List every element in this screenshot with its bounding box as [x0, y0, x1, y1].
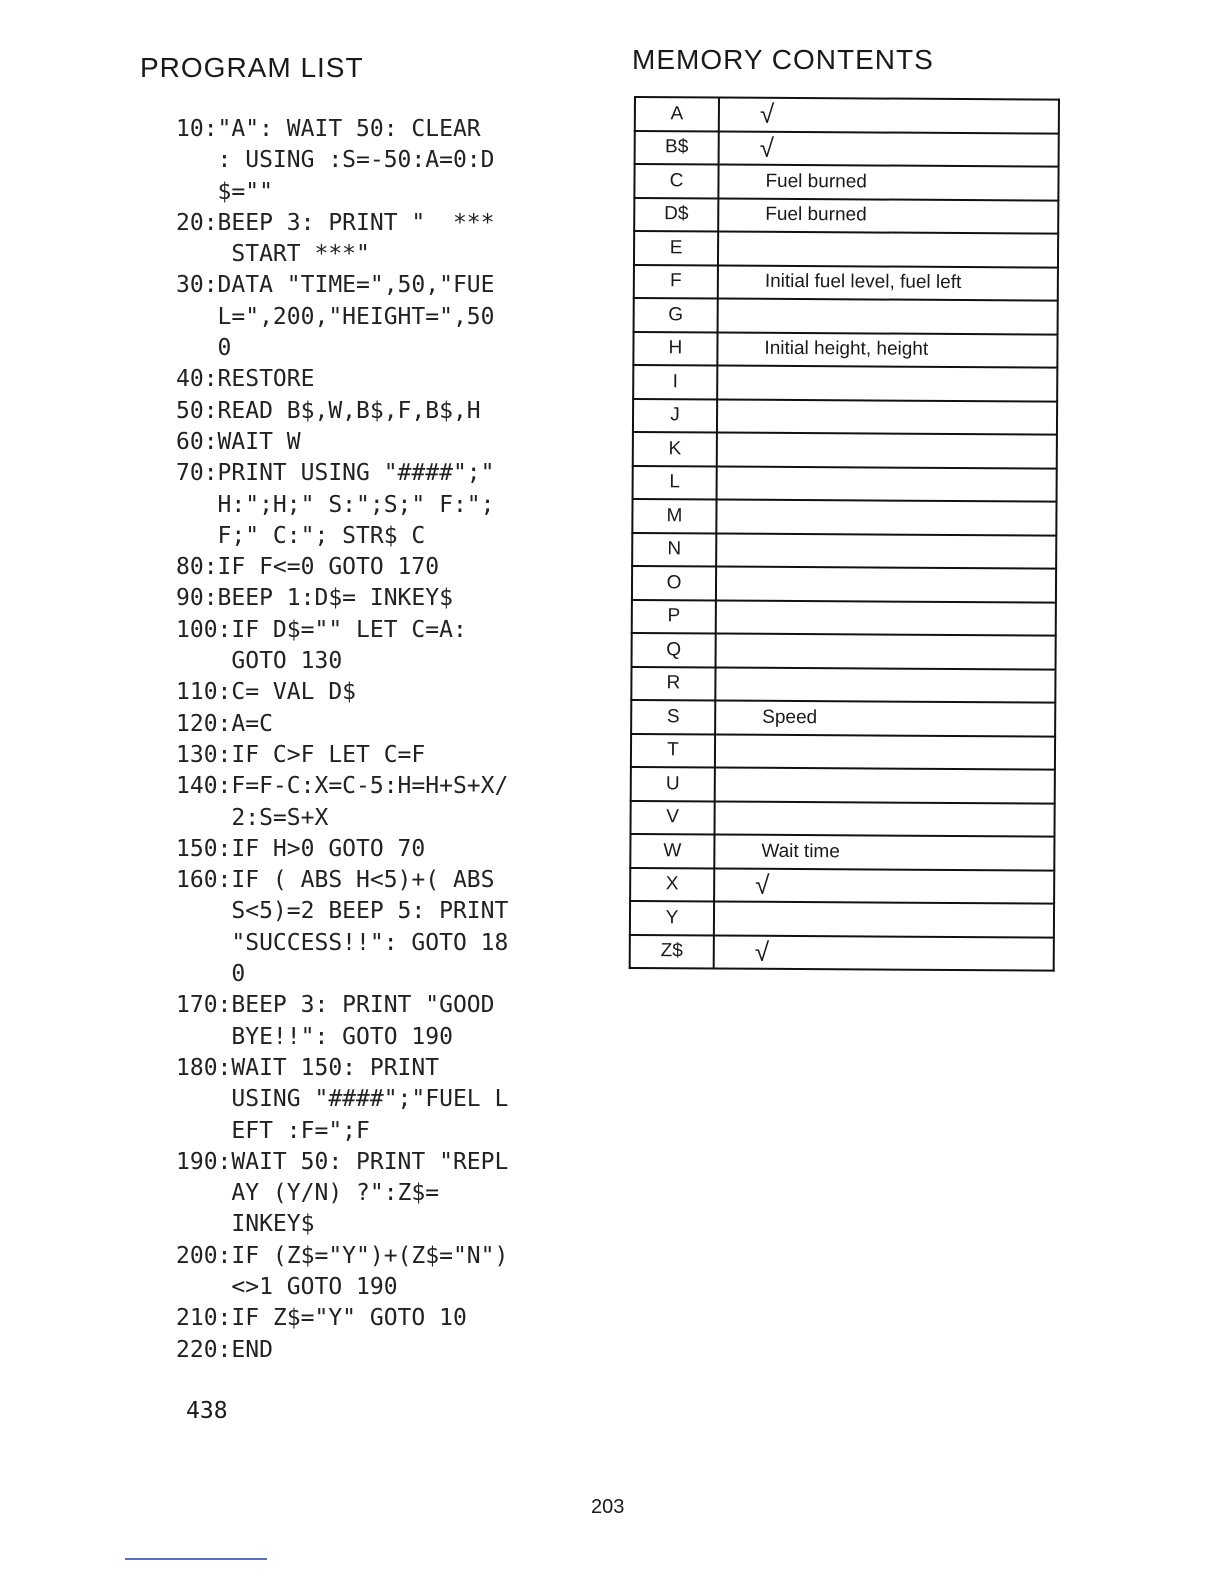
register-description: Initial fuel level, fuel left — [718, 265, 1058, 301]
memory-row — [632, 633, 1056, 669]
memory-row — [635, 97, 1059, 133]
register-description: Fuel burned — [718, 165, 1058, 201]
register-name: S — [631, 700, 715, 734]
register-name: D$ — [634, 198, 718, 232]
memory-row — [633, 465, 1057, 501]
register-description — [715, 734, 1055, 770]
register-description — [716, 634, 1056, 670]
program-line: 140:F=F-C:X=C-5:H=H+S+X/ — [176, 773, 509, 800]
memory-row — [631, 700, 1055, 736]
program-line: 150:IF H>0 GOTO 70 — [176, 835, 426, 862]
memory-row — [630, 901, 1054, 937]
program-line: 130:IF C>F LET C=F — [176, 741, 426, 768]
register-description: √ — [719, 98, 1059, 134]
program-line: 210:IF Z$="Y" GOTO 10 — [176, 1305, 467, 1332]
register-name: R — [631, 666, 715, 700]
memory-contents-table — [629, 96, 1060, 972]
memory-row — [630, 800, 1054, 836]
register-description — [718, 299, 1058, 335]
program-list-heading: PROGRAM LIST — [140, 52, 364, 83]
program-line: "SUCCESS!!": GOTO 18 — [176, 929, 509, 956]
register-name: U — [631, 767, 715, 801]
program-line: 220:END — [176, 1336, 273, 1363]
program-line: START ***" — [176, 241, 370, 268]
memory-row — [630, 934, 1054, 970]
register-description — [716, 600, 1056, 636]
memory-row — [634, 265, 1058, 301]
register-name: Y — [630, 901, 714, 935]
program-line: H:";H;" S:";S;" F:"; — [176, 491, 495, 518]
register-name: Q — [632, 633, 716, 667]
program-line: 180:WAIT 150: PRINT — [176, 1054, 440, 1081]
program-line: 170:BEEP 3: PRINT "GOOD — [176, 992, 495, 1019]
register-name: E — [634, 231, 718, 265]
program-line: 0 — [176, 961, 246, 988]
memory-row — [635, 131, 1059, 167]
register-description — [714, 902, 1054, 938]
memory-row — [631, 767, 1055, 803]
register-name: V — [630, 800, 714, 834]
program-line: 110:C= VAL D$ — [176, 679, 357, 706]
program-line: 60:WAIT W — [176, 428, 301, 455]
program-line: <>1 GOTO 190 — [176, 1273, 398, 1300]
memory-row — [633, 399, 1057, 435]
register-name: W — [630, 834, 714, 868]
program-line: GOTO 130 — [176, 648, 343, 675]
program-line: 30:DATA "TIME=",50,"FUE — [176, 272, 495, 299]
register-description — [717, 466, 1057, 502]
memory-row — [633, 365, 1057, 401]
register-description: √ — [714, 935, 1054, 971]
register-name: X — [630, 867, 714, 901]
register-description: √ — [719, 131, 1059, 167]
program-line: 160:IF ( ABS H<5)+( ABS — [176, 867, 495, 894]
register-name: T — [631, 733, 715, 767]
program-line: AY (Y/N) ?":Z$= — [176, 1180, 440, 1207]
register-name: M — [632, 499, 716, 533]
program-line: 100:IF D$="" LET C=A: — [176, 616, 467, 643]
register-description — [718, 232, 1058, 268]
program-line: F;" C:"; STR$ C — [176, 522, 426, 549]
memory-row — [631, 666, 1055, 702]
memory-row — [632, 532, 1056, 568]
program-line: 40:RESTORE — [176, 366, 315, 393]
register-name: Z$ — [630, 934, 714, 968]
program-line: 0 — [176, 335, 232, 362]
memory-row — [634, 298, 1058, 334]
memory-row — [633, 432, 1057, 468]
memory-row — [634, 198, 1058, 234]
program-line: L=",200,"HEIGHT=",50 — [176, 303, 495, 330]
page-number: 203 — [591, 1496, 625, 1518]
program-line: 50:READ B$,W,B$,F,B$,H — [176, 397, 481, 424]
program-line: : USING :S=-50:A=0:D — [176, 147, 495, 174]
memory-row — [634, 164, 1058, 200]
program-line: 20:BEEP 3: PRINT " *** — [176, 209, 495, 236]
program-line: 200:IF (Z$="Y")+(Z$="N") — [176, 1242, 509, 1269]
register-description — [716, 567, 1056, 603]
register-name: O — [632, 566, 716, 600]
register-name: P — [632, 599, 716, 633]
program-line: 80:IF F<=0 GOTO 170 — [176, 554, 440, 581]
program-page-number: 438 — [186, 1398, 228, 1424]
memory-row — [630, 834, 1054, 870]
program-line: 70:PRINT USING "####";" — [176, 460, 495, 487]
program-line: 2:S=S+X — [176, 804, 329, 831]
program-line: $="" — [176, 178, 273, 205]
program-line: BYE!!": GOTO 190 — [176, 1023, 453, 1050]
memory-row — [634, 231, 1058, 267]
register-name: G — [634, 298, 718, 332]
register-description — [715, 768, 1055, 804]
program-listing — [176, 114, 556, 1366]
footer-rule — [125, 1558, 267, 1560]
register-description: Speed — [715, 701, 1055, 737]
register-description: √ — [714, 868, 1054, 904]
register-name: L — [633, 465, 717, 499]
memory-row — [632, 599, 1056, 635]
register-description — [716, 500, 1056, 536]
register-name: A — [635, 97, 719, 131]
program-line: USING "####";"FUEL L — [176, 1086, 509, 1113]
memory-row — [632, 499, 1056, 535]
register-name: I — [633, 365, 717, 399]
memory-row — [633, 332, 1057, 368]
register-name: N — [632, 532, 716, 566]
program-line: 10:"A": WAIT 50: CLEAR — [176, 116, 481, 142]
register-description: Wait time — [714, 835, 1054, 871]
memory-row — [632, 566, 1056, 602]
program-line: INKEY$ — [176, 1211, 315, 1238]
memory-contents-heading: MEMORY CONTENTS — [632, 44, 934, 75]
register-name: C — [634, 164, 718, 198]
register-description — [717, 399, 1057, 435]
program-line: S<5)=2 BEEP 5: PRINT — [176, 898, 509, 925]
register-name: J — [633, 399, 717, 433]
register-description — [716, 533, 1056, 569]
register-description — [715, 667, 1055, 703]
register-name: B$ — [635, 131, 719, 165]
memory-row — [630, 867, 1054, 903]
register-name: H — [633, 332, 717, 366]
program-line: 120:A=C — [176, 710, 273, 737]
register-description — [717, 366, 1057, 402]
register-description: Fuel burned — [718, 198, 1058, 234]
register-description — [717, 433, 1057, 469]
memory-row — [631, 733, 1055, 769]
register-name: F — [634, 265, 718, 299]
register-description: Initial height, height — [717, 332, 1057, 368]
program-line: 90:BEEP 1:D$= INKEY$ — [176, 585, 453, 612]
program-line: 190:WAIT 50: PRINT "REPL — [176, 1148, 509, 1175]
register-description — [714, 801, 1054, 837]
program-line: EFT :F=";F — [176, 1117, 370, 1144]
register-name: K — [633, 432, 717, 466]
